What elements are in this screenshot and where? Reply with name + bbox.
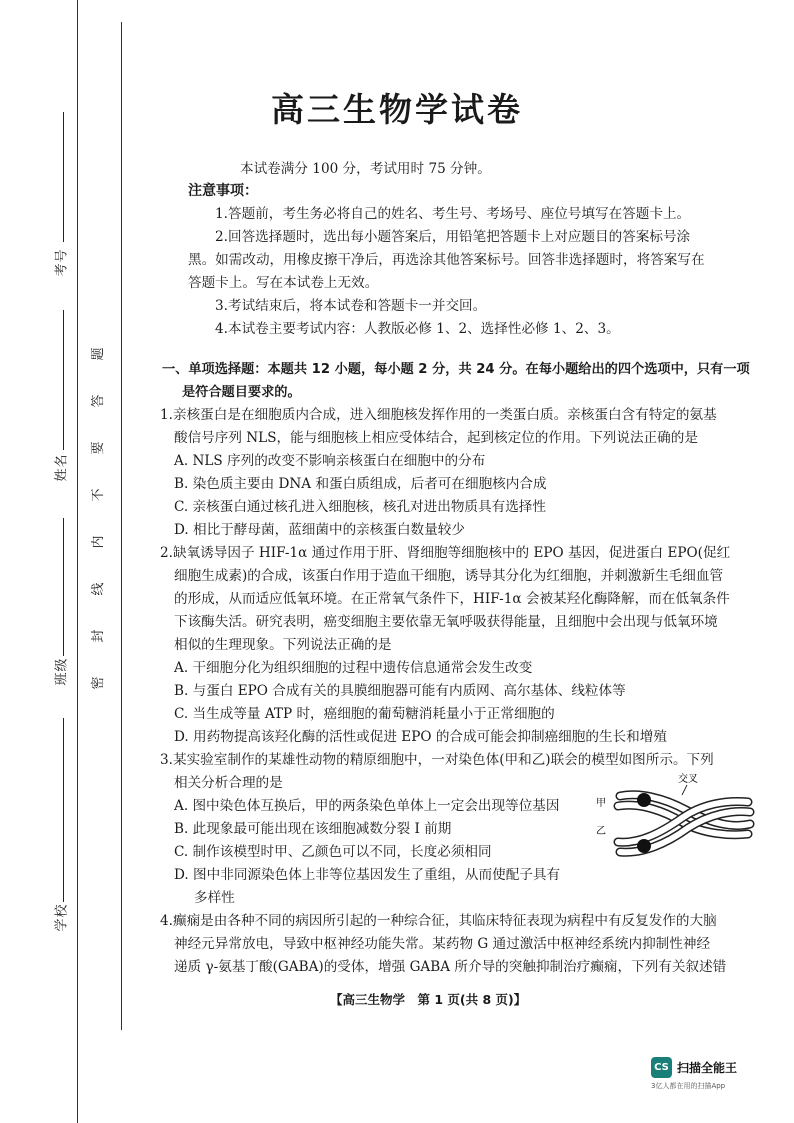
seal-char: 不: [91, 488, 106, 502]
notice-line: 答题卡上。写在本试卷上无效。: [188, 275, 379, 291]
question-line: 递质 γ-氨基丁酸(GABA)的受体，增强 GABA 所介导的突触抑制治疗癫痫，下列有关叙述错: [174, 959, 727, 975]
notice-heading: 注意事项：: [188, 183, 258, 199]
option-c: C. 当生成等量 ATP 时，癌细胞的葡萄糖消耗量小于正常细胞的: [174, 706, 555, 722]
option-c: C. 亲核蛋白通过核孔进入细胞核，核孔对进出物质具有选择性: [174, 499, 546, 515]
question-line: 的形成，从而适应低氧环境。在正常氧气条件下，HIF-1α 会被某羟化酶降解，而在低氧条件: [174, 591, 730, 607]
seal-char: 答: [91, 394, 106, 408]
exam-number-label: 考号: [54, 248, 70, 277]
school-label: 学校: [54, 903, 70, 932]
class-label: 班级: [54, 657, 70, 686]
option-b: B. 此现象最可能出现在该细胞减数分裂 Ⅰ 前期: [174, 821, 452, 837]
camscanner-logo-icon: CS: [651, 1057, 672, 1078]
name-label: 姓名: [54, 453, 70, 482]
question-line: 相关分析合理的是: [174, 775, 283, 791]
notice-line: 3.考试结束后，将本试卷和答题卡一并交回。: [215, 298, 487, 314]
notice-line: 2.回答选择题时，选出每小题答案后，用铅笔把答题卡上对应题目的答案标号涂: [215, 229, 691, 245]
option-d-continued: 多样性: [194, 890, 235, 906]
school-line: [63, 718, 64, 902]
chromosome-b-label: 乙: [596, 826, 606, 837]
option-a: A. NLS 序列的改变不影响亲核蛋白在细胞中的分布: [174, 453, 486, 469]
option-a: A. 干细胞分化为组织细胞的过程中遗传信息通常会发生改变: [174, 660, 533, 676]
option-d: D. 相比于酵母菌，蓝细菌中的亲核蛋白数量较少: [174, 522, 465, 538]
option-c: C. 制作该模型时甲、乙颜色可以不同，长度必须相同: [174, 844, 492, 860]
option-b: B. 与蛋白 EPO 合成有关的具膜细胞器可能有内质网、高尔基体、线粒体等: [174, 683, 626, 699]
option-b: B. 染色质主要由 DNA 和蛋白质组成，后者可在细胞核内合成: [174, 476, 547, 492]
notice-line: 4.本试卷主要考试内容：人教版必修 1、2、选择性必修 1、2、3。: [215, 321, 620, 337]
question-line: 细胞生成素)的合成，该蛋白作用于造血干细胞，诱导其分化为红细胞，并刺激新生毛细血管: [174, 568, 724, 584]
synapsis-figure: [584, 772, 756, 868]
question-line: 4.癫痫是由各种不同的病因所引起的一种综合征，其临床特征表现为病程中有反复发作的大脑: [160, 913, 717, 929]
option-d: D. 用药物提高该羟化酶的活性或促进 EPO 的合成可能会抑制癌细胞的生长和增殖: [174, 729, 667, 745]
notice-line: 1.答题前，考生务必将自己的姓名、考生号、考场号、座位号填写在答题卡上。: [215, 206, 691, 222]
name-line: [63, 310, 64, 450]
question-line: 2.缺氧诱导因子 HIF-1α 通过作用于肝、肾细胞等细胞核中的 EPO 基因，促进蛋白 EPO(促红: [160, 545, 731, 561]
page-title: 高三生物学试卷: [271, 90, 523, 129]
section-heading: 一、单项选择题：本题共 12 小题，每小题 2 分，共 24 分。在每小题给出的四个选项中，只有一项: [162, 362, 750, 377]
question-line: 神经元异常放电，导致中枢神经功能失常。某药物 G 通过激活中枢神经系统内抑制性神经: [174, 936, 711, 952]
margin-rule-inner: [121, 22, 122, 1030]
watermark-tagline: 3亿人都在用的扫描App: [651, 1082, 726, 1090]
question-line: 下该酶失活。研究表明，癌变细胞主要依靠无氧呼吸获得能量，且细胞中会出现与低氧环境: [174, 614, 718, 630]
question-line: 酸信号序列 NLS，能与细胞核上相应受体结合，起到核定位的作用。下列说法正确的是: [174, 430, 698, 446]
seal-char: 封: [91, 629, 106, 643]
seal-char: 密: [91, 676, 106, 690]
class-line: [63, 518, 64, 656]
subtitle: 本试卷满分 100 分，考试用时 75 分钟。: [240, 161, 491, 177]
centromere-b: [637, 839, 651, 853]
section-heading: 是符合题目要求的。: [182, 385, 301, 400]
cross-pointer: [682, 785, 687, 795]
question-line: 3.某实验室制作的某雄性动物的精原细胞中，一对染色体(甲和乙)联会的模型如图所示。下列: [160, 752, 714, 768]
chromosome-a-label: 甲: [596, 798, 606, 809]
page-footer: 【高三生物学 第 1 页(共 8 页)】: [330, 992, 527, 1007]
option-a: A. 图中染色体互换后，甲的两条染色单体上一定会出现等位基因: [174, 798, 560, 814]
watermark-name: 扫描全能王: [677, 1061, 738, 1075]
question-line: 相似的生理现象。下列说法正确的是: [174, 637, 392, 653]
notice-line: 黑。如需改动，用橡皮擦干净后，再选涂其他答案标号。回答非选择题时，将答案写在: [188, 252, 705, 268]
cross-label: 交叉: [678, 774, 698, 785]
seal-char: 内: [91, 535, 106, 549]
exam-number-line: [63, 112, 64, 242]
seal-char: 要: [91, 441, 106, 455]
seal-char: 线: [91, 582, 106, 596]
option-d: D. 图中非同源染色体上非等位基因发生了重组，从而使配子具有: [174, 867, 561, 883]
centromere-a: [637, 793, 651, 807]
margin-rule-outer: [77, 0, 78, 1123]
question-line: 1.亲核蛋白是在细胞质内合成，进入细胞核发挥作用的一类蛋白质。亲核蛋白含有特定的氨基: [160, 407, 717, 423]
seal-char: 题: [91, 347, 106, 361]
